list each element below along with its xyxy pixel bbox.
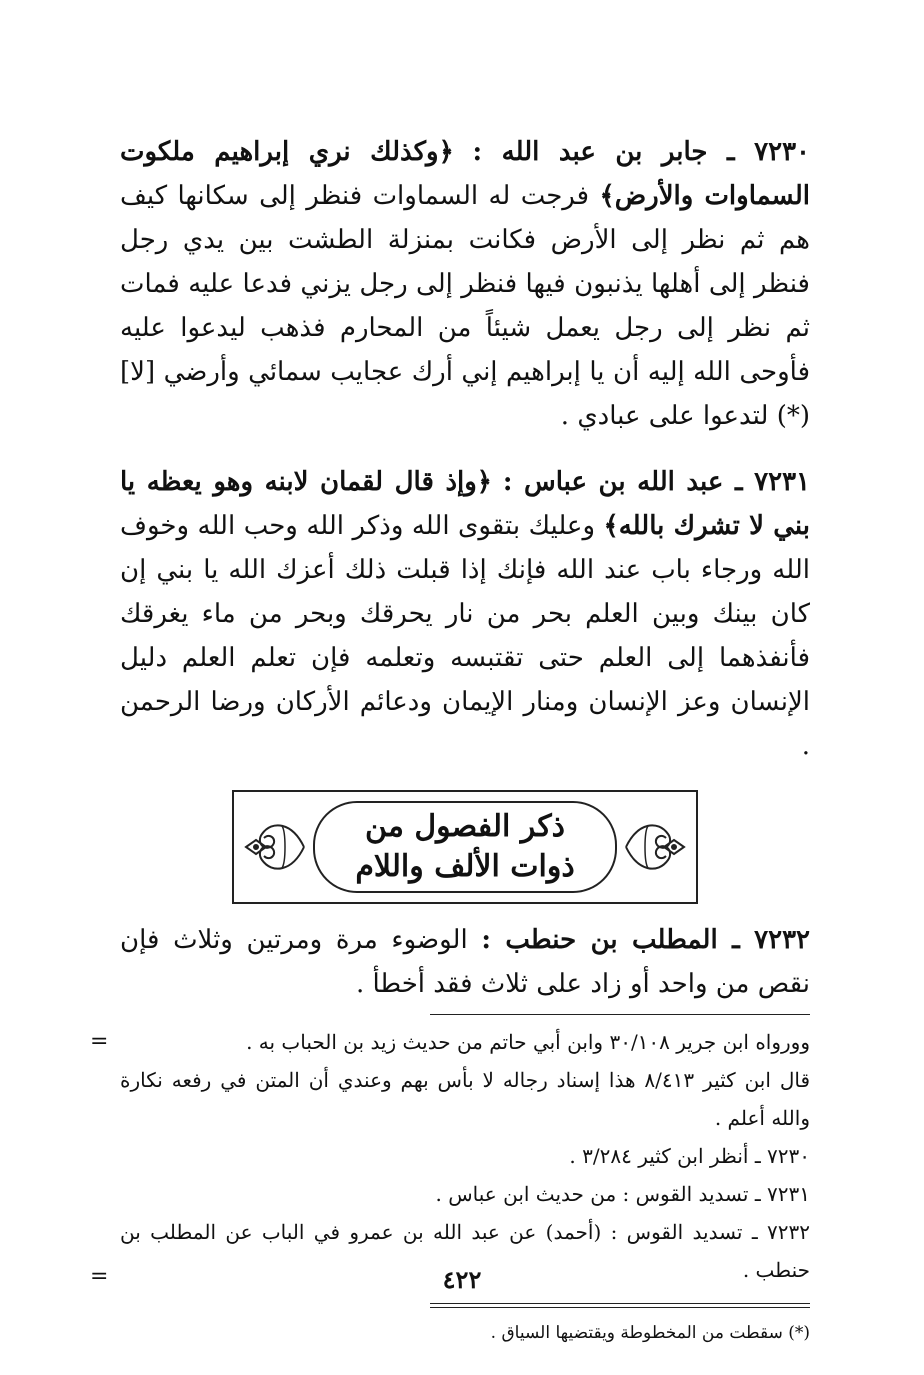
entry-text: فرجت له السماوات فنظر إلى سكانها كيف هم ثم نظر إلى الأرض فكانت بمنزلة الطشت بين يدي رجل فنظر إلى أهلها يذنبون فيها فنظر إلى رجل يزني فدعا عليه فمات ثم نظر إلى رجل يعمل شيئاً من المحارم فذهب ليدعوا عليه فأوحى الله إليه أن يا إبراهيم إني أرك عجايب سمائي وأرضي [لا](*) لتدعوا على عبادي . <box>120 181 810 431</box>
entry-heading: ٧٢٣١ ـ عبد الله بن عباس : <box>502 467 810 497</box>
continuation-mark: = <box>90 1029 109 1054</box>
quran-quote: ﴿وإذ قال لقمان لابنه وهو يعظه يا بني لا تشرك بالله﴾ <box>120 467 810 541</box>
footnote-line: وورواه ابن جرير ٣٠/١٠٨ وابن أبي حاتم من حديث زيد بن الحباب به . <box>246 1030 810 1054</box>
footnote-line: ٧٢٣٢ ـ تسديد القوس : (أحمد) عن عبد الله بن عمرو في الباب عن المطلب بن حنطب . <box>120 1220 810 1282</box>
banner-title <box>313 801 617 893</box>
quran-quote: ﴿وكذلك نري إبراهيم ملكوت السماوات والأرض﴾ <box>120 137 810 211</box>
banner-line-2: ذوات الألف واللام <box>355 849 575 884</box>
entry-text: الوضوء مرة ومرتين وثلاث فإن نقص من واحد أو زاد على ثلاث فقد أخطأ . <box>120 925 810 999</box>
entry-7230 <box>120 130 810 438</box>
star-footnote: (*) سقطت من المخطوطة ويقتضيها السياق . <box>490 1323 810 1343</box>
entry-text: وعليك بتقوى الله وذكر الله وحب الله وخوف الله ورجاء باب عند الله فإنك إذا قبلت ذلك أعزك الله يا بني إن كان بينك وبين العلم بحر من نار يحرقك وبحر من ماء يغرقك فأنفذهما إلى العلم حتى تقتبسه وتعلمه فإن تعلم العلم دليل الإنسان وعز الإنسان ومنار الإيمان ودعائم الأركان ورضا الرحمن . <box>120 511 810 761</box>
entry-7232 <box>120 918 810 1006</box>
footnotes <box>90 1023 811 1289</box>
continuation-mark: = <box>90 1264 109 1289</box>
footnote-line: ٧٢٣٠ ـ أنظر ابن كثير ٣/٢٨٤ . <box>569 1144 810 1168</box>
footnote-line: قال ابن كثير ٨/٤١٣ هذا إسناد رجاله لا بأس بهم وعندي أن المتن في رفعه نكارة والله أعلم . <box>120 1068 811 1130</box>
footnote-line: ٧٢٣١ ـ تسديد القوس : من حديث ابن عباس . <box>435 1182 810 1206</box>
ornament-left-icon <box>242 812 308 882</box>
banner-line-1: ذكر الفصول من <box>365 809 565 844</box>
ornament-right-icon <box>622 812 688 882</box>
footnote-divider <box>430 1014 810 1015</box>
page-content <box>90 130 811 1348</box>
entry-7231 <box>120 460 810 768</box>
entry-heading: ٧٢٣٠ ـ جابر بن عبد الله : <box>472 137 810 167</box>
page-number: ٤٢٢ <box>442 1265 482 1294</box>
entry-heading: ٧٢٣٢ ـ المطلب بن حنطب : <box>481 925 810 955</box>
section-banner <box>232 790 698 904</box>
footnote-double-divider <box>430 1303 810 1308</box>
section-banner-wrap <box>120 790 810 904</box>
